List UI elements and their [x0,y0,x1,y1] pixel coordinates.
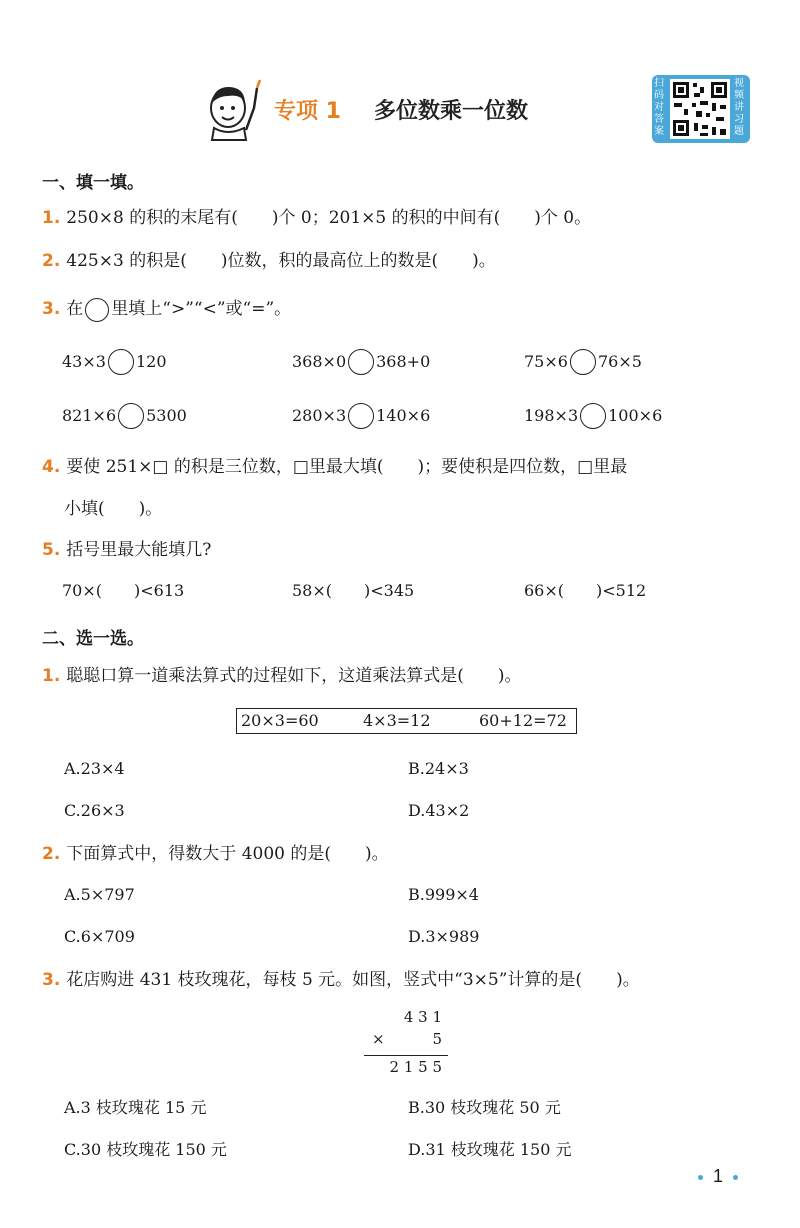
compare-item [292,349,430,375]
question-text: 括号里最大能填几? [66,540,212,560]
question-text: 下面算式中，得数大于 4000 的是( )。 [66,844,389,864]
compare-item [524,349,642,375]
question-2-3 [42,968,640,992]
compare-left: 75×6 [524,352,568,371]
question-1-5 [42,538,211,562]
compare-left: 43×3 [62,352,106,371]
option-c[interactable]: C.6×709 [64,927,135,946]
question-1-4-cont: 小填( )。 [64,499,163,519]
option-d[interactable]: D.3×989 [408,927,480,946]
option-c[interactable]: C.30 枝玫瑰花 150 元 [64,1140,227,1159]
compare-blank[interactable] [118,403,144,429]
question-1-1 [42,206,591,230]
decor-dot-icon [733,1175,738,1180]
compare-item [62,349,167,375]
vertical-multiplier: 5 [432,1030,442,1048]
question-number: 1. [42,208,61,228]
decor-dot-icon [698,1175,703,1180]
calculation-box [236,708,577,734]
part1-heading: 一、填一填。 [42,173,144,193]
question-number: 4. [42,457,61,477]
boy-mascot-icon [200,78,264,142]
compare-blank[interactable] [580,403,606,429]
vertical-operator: × [372,1030,385,1048]
compare-right: 100×6 [608,406,663,425]
question-1-2 [42,249,496,273]
calc-step: 60+12=72 [479,711,567,730]
question-text: 聪聪口算一道乘法算式的过程如下，这道乘法算式是( )。 [66,666,522,686]
page-number [688,1166,748,1187]
question-text: 花店购进 431 枝玫瑰花，每枝 5 元。如图，竖式中“3×5”计算的是( )。 [66,970,640,990]
question-number: 3. [42,970,61,990]
compare-blank[interactable] [570,349,596,375]
compare-blank[interactable] [348,349,374,375]
page-title: 多位数乘一位数 [374,99,529,124]
page-number-text: 1 [713,1166,724,1186]
option-b[interactable]: B.999×4 [408,885,479,904]
compare-left: 821×6 [62,406,117,425]
option-a[interactable]: A.5×797 [64,885,135,904]
option-a[interactable]: A.3 枝玫瑰花 15 元 [64,1098,207,1117]
question-number: 3. [42,299,61,319]
question-number: 2. [42,251,61,271]
compare-right: 120 [135,352,167,371]
question-number: 5. [42,540,61,560]
option-d[interactable]: D.31 枝玫瑰花 150 元 [408,1140,572,1159]
section-label: 专项 1 [274,99,341,124]
option-b[interactable]: B.24×3 [408,759,469,778]
question-text-pre: 在 [66,299,84,319]
compare-right: 5300 [146,406,187,425]
fill-item: 58×( )<345 [292,581,415,600]
vertical-result: 2 1 5 5 [389,1058,442,1076]
compare-left: 280×3 [292,406,347,425]
part2-heading: 二、选一选。 [42,629,144,649]
vertical-multiplicand: 4 3 1 [403,1008,442,1026]
compare-right: 368+0 [376,352,431,371]
question-2-1 [42,664,522,688]
answer-circle-icon [85,298,109,322]
qr-code-icon[interactable] [670,79,730,139]
question-number: 1. [42,666,61,686]
compare-item [62,403,187,429]
compare-right: 140×6 [376,406,431,425]
question-text-post: 里填上“>”“<”或“=”。 [111,299,292,319]
question-1-4 [42,455,627,479]
option-a[interactable]: A.23×4 [64,759,125,778]
qr-code-panel[interactable] [652,75,750,143]
option-d[interactable]: D.43×2 [408,801,470,820]
question-number: 2. [42,844,61,864]
calc-step: 20×3=60 [241,711,319,730]
qr-side-right: 视频讲习题 [734,78,744,137]
qr-side-left: 扫码对答案 [654,78,664,137]
compare-left: 368×0 [292,352,347,371]
compare-right: 76×5 [597,352,642,371]
fill-item: 66×( )<512 [524,581,647,600]
compare-left: 198×3 [524,406,579,425]
option-b[interactable]: B.30 枝玫瑰花 50 元 [408,1098,561,1117]
question-text: 250×8 的积的末尾有( )个 0；201×5 的积的中间有( )个 0。 [66,208,592,228]
question-text-line1: 要使 251×□ 的积是三位数，□里最大填( )；要使积是四位数，□里最 [66,457,628,477]
compare-blank[interactable] [108,349,134,375]
question-text: 425×3 的积是( )位数，积的最高位上的数是( )。 [66,251,496,271]
calc-step: 4×3=12 [363,711,431,730]
question-1-3 [42,297,291,322]
question-2-2 [42,842,389,866]
fill-item: 70×( )<613 [62,581,185,600]
compare-blank[interactable] [348,403,374,429]
compare-item [524,403,662,429]
option-c[interactable]: C.26×3 [64,801,125,820]
compare-item [292,403,430,429]
vertical-divider [364,1055,448,1056]
vertical-multiplication [364,1008,448,1080]
